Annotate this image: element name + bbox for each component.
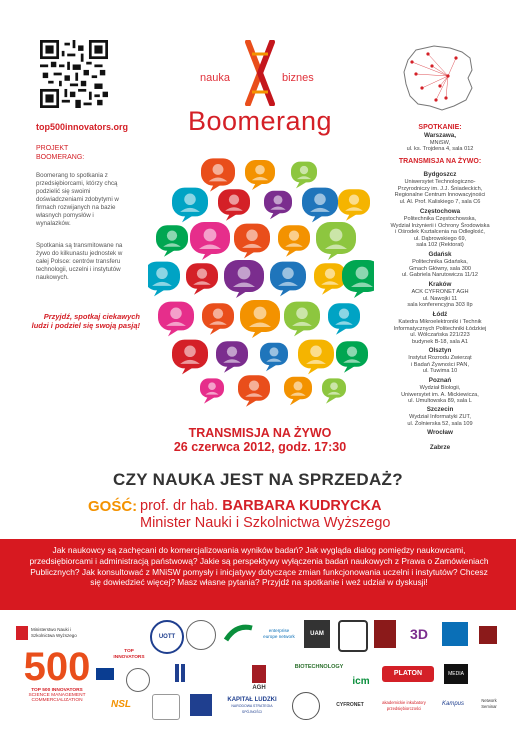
institute-bar-logo	[160, 662, 200, 684]
guest-title: prof. dr hab.	[140, 498, 219, 514]
venue-line: Przyrodniczy im. J.J. Śniadeckich,	[397, 185, 483, 192]
person-head-icon	[310, 346, 322, 358]
person-head-icon	[167, 230, 177, 240]
person-head-icon	[325, 268, 335, 278]
media-label: MEDIA	[448, 671, 464, 677]
venue-line: ul. Nawojki 11	[422, 295, 458, 302]
institute-logo	[338, 620, 368, 652]
person-head-icon	[270, 347, 279, 356]
meeting-city: Warszawa,	[424, 132, 456, 139]
event-date: 26 czerwca 2012, godz. 17:30	[173, 440, 347, 454]
city-name: Wrocław	[427, 429, 453, 436]
nsl-label: NSL	[111, 699, 131, 710]
person-head-icon	[227, 346, 237, 356]
grey-logo	[474, 668, 500, 686]
speech-bubble-tail	[326, 396, 337, 403]
meeting-label: SPOTKANIE:	[418, 124, 462, 131]
circle-seal-logo	[292, 692, 320, 720]
project-description-live: Spotkania są transmitowane na żywo do kilkunastu jednostek w całej Polsce: centrów transferu technologii, uczelni i instytutów naukowych.	[36, 242, 123, 281]
venue-line: Uniwersytet im. A. Mickiewicza,	[401, 391, 479, 398]
top500-line: TOP 500 INNOVATORS	[31, 688, 83, 693]
ministry-logo	[16, 622, 96, 644]
website-url[interactable]: top500innovators.org	[36, 122, 129, 132]
venue-line: Instytut Rozrodu Zwierząt	[408, 355, 472, 361]
person-head-icon	[330, 382, 338, 390]
person-head-icon	[249, 380, 259, 390]
akademicki-label: akademickie inkubatory przedsiębiorczości	[382, 700, 426, 711]
project-description: Boomerang to spotkania z przedsiębiorcami, którzy chcą podzielić się swoimi doświadczeniami zdobytymi w firmach rozwijanych na bazie własnych pomysłów i wynalazków.	[36, 172, 119, 227]
platon-logo	[382, 666, 434, 682]
threed-logo	[404, 620, 434, 648]
city-name: Częstochowa	[419, 208, 461, 215]
top-innovators-label: TOP INNOVATORS	[113, 649, 145, 660]
person-head-icon	[156, 268, 168, 280]
venue-line: i Badań Żywności PAN,	[410, 361, 470, 368]
network-label: Network Seminar	[481, 698, 497, 709]
politechnika-logo	[474, 620, 502, 650]
venue-line: Regionalne Centrum Innowacyjności	[394, 192, 486, 199]
event-question: CZY NAUKA JEST NA SPRZEDAŻ?	[113, 470, 403, 489]
een-label: enterprise europe network	[263, 628, 295, 639]
een-logo	[262, 620, 296, 648]
project-label-line: BOOMERANG:	[36, 154, 85, 161]
person-head-icon	[294, 381, 303, 390]
emblem-logo	[152, 694, 180, 720]
venue-line: Informatycznych Politechniki Łódzkiej	[393, 325, 487, 332]
city-venue	[384, 385, 496, 405]
venue-line: i Ośrodek Kształcenia na Odległość,	[395, 229, 485, 236]
venue-line: sala 102 (Rektorat)	[416, 242, 464, 249]
person-head-icon	[289, 230, 299, 240]
person-head-icon	[255, 165, 265, 175]
city-venue	[384, 259, 496, 279]
platon-label: PLATON	[393, 670, 423, 677]
kapital-label: KAPITAŁ LUDZKI	[227, 697, 277, 703]
venue-line: Gmach Główny, sala 300	[408, 265, 472, 272]
call-to-action: Przyjdź, spotkaj ciekawych ludzi i podziel się swoją pasją!	[31, 312, 140, 330]
person-head-icon	[296, 308, 308, 320]
person-head-icon	[184, 346, 196, 358]
city-name: Szczecin	[426, 406, 454, 413]
kampus-label: Kampus	[441, 701, 464, 707]
agh-label: AGH	[252, 685, 266, 691]
uott-label: UOTT	[158, 634, 176, 640]
eu-flag-logo	[96, 668, 114, 680]
venue-line: ul. Gabriela Narutowicza 11/12	[401, 272, 479, 279]
kapital-logo	[222, 694, 282, 718]
guest-fullname: BARBARA KUDRYCKA	[222, 498, 382, 514]
city-name: Zabrze	[429, 444, 451, 451]
cyfronet-label: CYFRONET	[336, 702, 364, 708]
person-head-icon	[238, 267, 251, 280]
cyfronet-logo	[330, 696, 370, 714]
agh-logo	[246, 660, 272, 696]
kapital-sub: NARODOWA STRATEGIA SPÓJNOŚCI	[231, 704, 273, 714]
venue-line: Wydział Informatyki ZUT,	[409, 414, 471, 420]
person-head-icon	[229, 194, 239, 204]
person-head-icon	[197, 268, 207, 278]
top500-line: SCIENCE MANAGEMENT	[28, 693, 86, 698]
person-head-icon	[347, 346, 357, 356]
person-head-icon	[356, 267, 369, 280]
university-seal-logo	[186, 620, 216, 650]
venue-line: Politechnika Częstochowska,	[403, 216, 477, 222]
green-wave-logo	[222, 622, 256, 646]
blue-square-logo	[190, 694, 212, 716]
blue-box-logo	[442, 622, 468, 646]
questions-text: Jak naukowcy są zachęcani do komercjalizowania wyników badań? Jak wygląda dialog pomiędzy naukowcami, przedsiębiorcami i administracją państwową? Jakie są perspektywy wyłączenia badań naukowych z Prawa o Zamówieniach Publicznych? Jak konsultować z MNiSW pomysły i inicjatywy dotyczące zmian funkcjonowania uczelni i instytutów? Chcesz się dowiedzieć więcej? Masz własne pytania? Przyjdź na spotkanie i weź udział w dyskusji!	[29, 545, 489, 588]
qr-code	[40, 40, 108, 108]
venue-line: Uniwersytet Technologiczno-	[404, 179, 476, 185]
venue-line: Wydział Inżynierii i Ochrony Środowiska	[390, 222, 490, 229]
akademickie-logo	[378, 696, 430, 716]
uam-label: UAM	[310, 631, 324, 637]
person-head-icon	[349, 194, 359, 204]
speech-bubble-tail	[296, 181, 307, 188]
venue-line: ul. Wólczańska 221/223	[410, 332, 470, 339]
city-venue	[384, 216, 496, 249]
city-venue	[384, 179, 496, 205]
meeting-address: ul. ks. Trojdena 4, sala 012	[406, 146, 474, 152]
top-innovators-logo	[112, 644, 146, 666]
venue-line: ACK CYFRONET AGH	[411, 289, 469, 295]
person-head-icon	[314, 194, 326, 206]
guest-name	[140, 498, 381, 514]
person-head-icon	[330, 229, 343, 242]
venue-line: ul. Żołnierska 52, sala 109	[407, 420, 473, 427]
person-head-icon	[208, 382, 216, 390]
person-head-icon	[339, 308, 349, 318]
person-head-icon	[170, 308, 182, 320]
top500-line: COMMERCIALIZATION	[31, 698, 83, 703]
network-logo	[474, 694, 504, 714]
city-name: Gdańsk	[428, 251, 452, 258]
logo-title: Boomerang	[187, 106, 333, 136]
venue-line: ul. Al. Prof. Kaliskiego 7, sala C6	[399, 198, 481, 205]
venue-line: sala konferencyjna 303 IIp	[407, 302, 473, 309]
city-name: Bydgoszcz	[423, 171, 457, 178]
meeting-place: MNiSW,	[429, 140, 451, 146]
ministry-name: Ministerstwo Nauki i Szkolnictwa Wyższego	[31, 627, 77, 638]
city-name: Łódź	[432, 311, 448, 318]
city-name: Olsztyn	[428, 347, 452, 354]
person-head-icon	[213, 164, 224, 175]
person-head-icon	[300, 166, 308, 174]
city-venue	[384, 355, 496, 375]
nsl-logo	[100, 696, 142, 714]
speech-bubbles-illustration	[148, 150, 374, 420]
city-venue	[384, 319, 496, 345]
guest-label: GOŚĆ:	[88, 498, 138, 515]
venue-line: ul. Tuwima 10	[422, 368, 458, 375]
project-label	[36, 144, 136, 162]
person-head-icon	[213, 308, 223, 318]
icm-label: icm	[352, 676, 370, 687]
city-venue	[384, 289, 496, 309]
biotech-label: BIOTECHNOLOGY	[294, 664, 344, 670]
venue-line: ul. Dąbrowskiego 69,	[413, 235, 467, 242]
uott-logo	[150, 620, 184, 654]
icm-logo	[346, 672, 376, 692]
venue-line: ul. Umultowska 89, sala L	[408, 398, 472, 405]
person-head-icon	[184, 194, 196, 206]
person-head-icon	[246, 230, 258, 242]
person-head-icon	[204, 229, 217, 242]
sponsors-area	[0, 612, 516, 730]
guest-role: Minister Nauki i Szkolnictwa Wyższego	[140, 515, 391, 531]
venue-line: budynek B-18, sala A1	[412, 338, 468, 345]
biotech-logo	[292, 660, 346, 674]
person-head-icon	[254, 307, 267, 320]
city-name: Poznań	[428, 377, 452, 384]
red-shield-logo	[374, 620, 396, 648]
venue-line: Wydział Biologii,	[419, 385, 461, 391]
person-head-icon	[282, 268, 294, 280]
venue-line: Katedra Mikroelektroniki i Technik	[398, 319, 482, 325]
top500-logo	[12, 646, 102, 718]
logo-nauka: nauka	[200, 72, 230, 84]
round-seal-logo	[126, 668, 150, 692]
city-name: Kraków	[428, 281, 452, 288]
city-venue	[384, 414, 496, 427]
boomerang-logo-icon	[240, 40, 280, 106]
speech-bubble-tail	[204, 396, 215, 403]
person-head-icon	[274, 195, 283, 204]
kampus-logo	[438, 696, 468, 712]
threed-label: 3D	[410, 626, 428, 642]
live-label: TRANSMISJA NA ŻYWO:	[398, 158, 482, 165]
logo-biznes: biznes	[282, 72, 314, 84]
project-label-line: PROJEKT	[36, 145, 69, 152]
poland-map-icon	[400, 44, 476, 112]
top500-number: 500	[23, 645, 91, 689]
venue-line: Politechnika Gdańska,	[412, 259, 468, 265]
live-transmission-title: TRANSMISJA NA ŻYWO	[188, 426, 332, 440]
uam-logo	[304, 620, 330, 648]
media-logo	[444, 664, 468, 684]
